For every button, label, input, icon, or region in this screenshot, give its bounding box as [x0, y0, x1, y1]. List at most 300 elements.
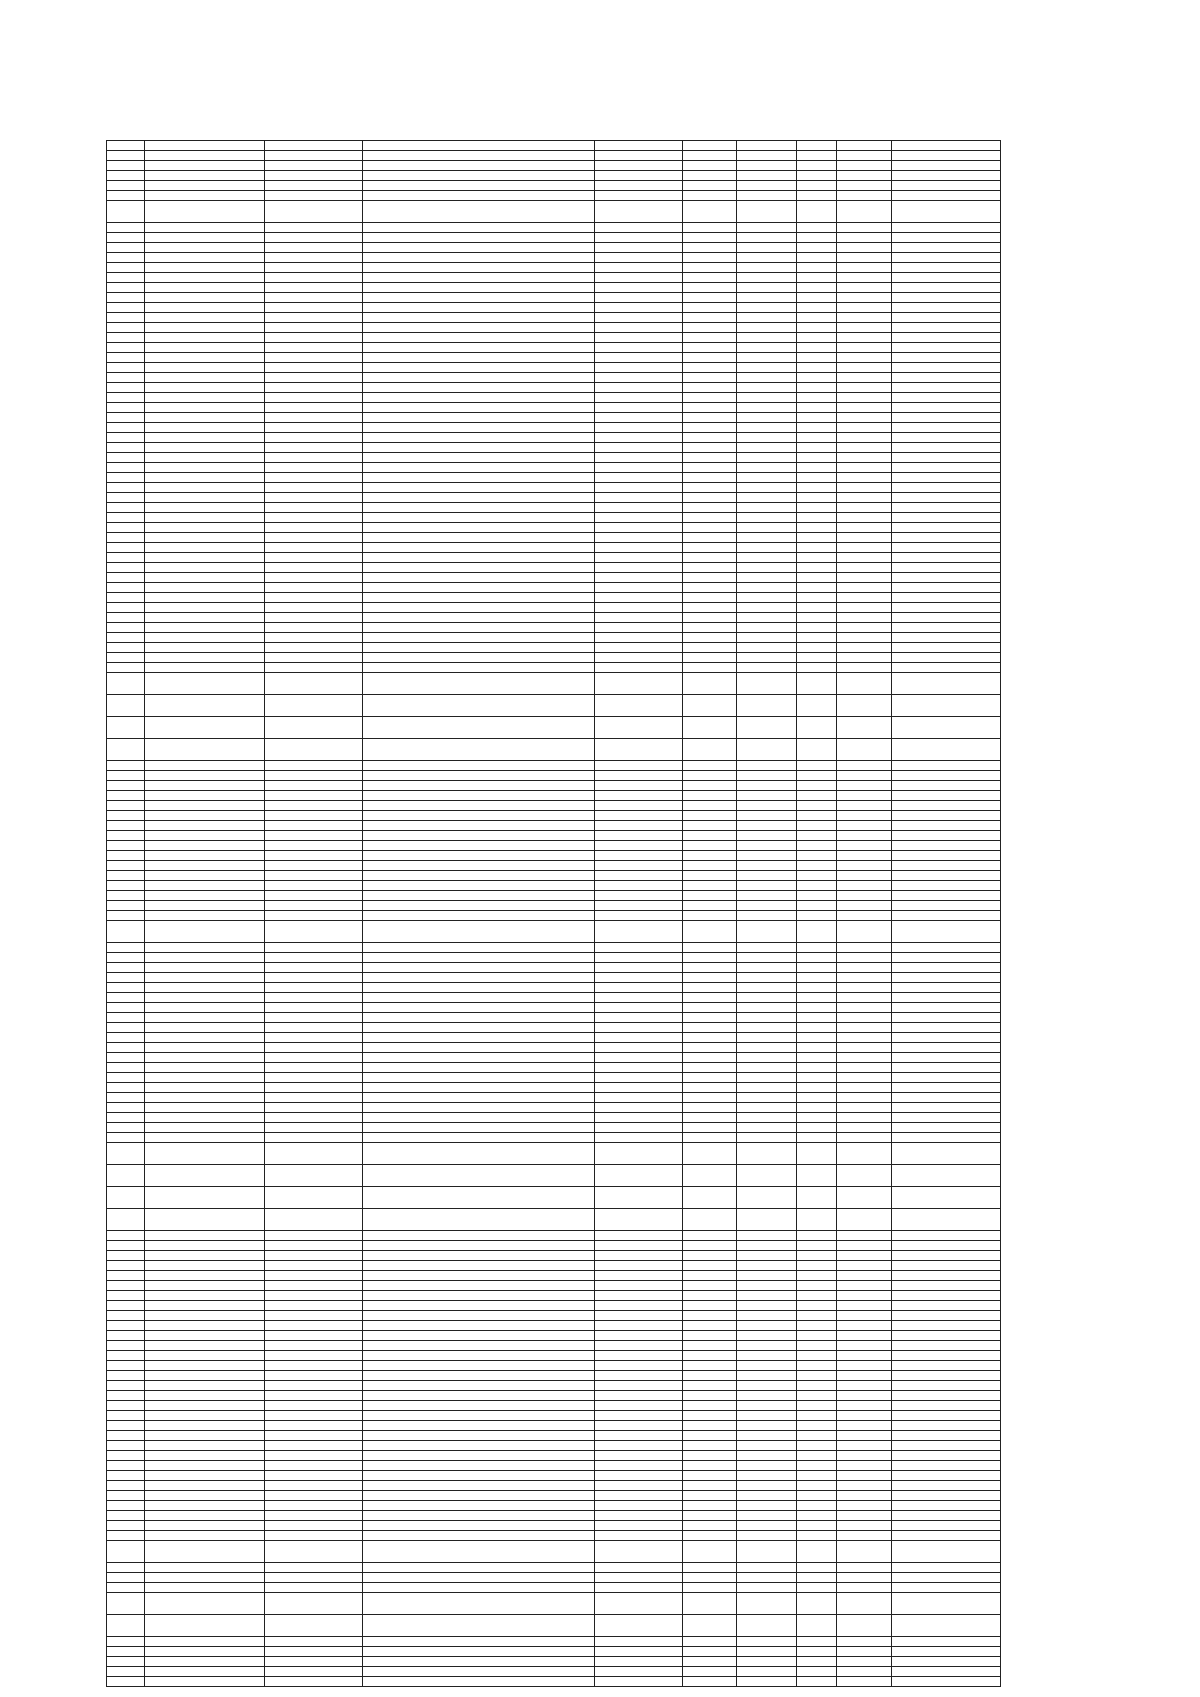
row-longitude: [737, 603, 797, 613]
row-longitude: [737, 513, 797, 523]
table-row: [107, 761, 1067, 771]
row-code: [595, 273, 683, 283]
row-volume: [797, 901, 837, 911]
table-row: [107, 841, 1067, 851]
row-count: [837, 1511, 892, 1521]
row-count: [837, 1351, 892, 1361]
table-row: [107, 1391, 1067, 1401]
row-volume: [797, 1593, 837, 1615]
row-volume: [797, 911, 837, 921]
row-number: [107, 373, 145, 383]
table-row: [107, 1291, 1067, 1301]
row-district: [145, 473, 265, 483]
row-address: [363, 1657, 595, 1667]
row-district: [145, 633, 265, 643]
row-okrug: [265, 1541, 363, 1563]
row-longitude: [737, 1291, 797, 1301]
row-district: [145, 841, 265, 851]
row-count: [837, 1133, 892, 1143]
row-number: [107, 593, 145, 603]
table-row: [107, 1461, 1067, 1471]
row-count: [837, 603, 892, 613]
row-okrug: [265, 1521, 363, 1531]
row-volume: [797, 1391, 837, 1401]
table-row: [107, 253, 1067, 263]
row-district: [145, 233, 265, 243]
row-volume: [797, 283, 837, 293]
row-number: [107, 1391, 145, 1401]
row-code: [595, 1251, 683, 1261]
row-number: [107, 633, 145, 643]
row-address: [363, 343, 595, 353]
row-count: [837, 761, 892, 771]
row-district: [145, 253, 265, 263]
row-count: [837, 1341, 892, 1351]
row-address: [363, 1391, 595, 1401]
row-latitude: [683, 1113, 737, 1123]
row-type: [892, 1501, 1001, 1511]
row-district: [145, 891, 265, 901]
row-address: [363, 871, 595, 881]
row-number: [107, 801, 145, 811]
table-row: [107, 1123, 1067, 1133]
row-volume: [797, 1063, 837, 1073]
row-okrug: [265, 1381, 363, 1391]
row-count: [837, 643, 892, 653]
table-row: [107, 363, 1067, 373]
row-volume: [797, 1291, 837, 1301]
row-count: [837, 1013, 892, 1023]
row-count: [837, 973, 892, 983]
row-number: [107, 161, 145, 171]
row-latitude: [683, 363, 737, 373]
row-address: [363, 983, 595, 993]
row-okrug: [265, 1291, 363, 1301]
row-okrug: [265, 1411, 363, 1421]
row-count: [837, 243, 892, 253]
row-longitude: [737, 851, 797, 861]
row-latitude: [683, 771, 737, 781]
row-okrug: [265, 841, 363, 851]
row-longitude: [737, 1471, 797, 1481]
row-district: [145, 1371, 265, 1381]
table-row: [107, 243, 1067, 253]
row-okrug: [265, 851, 363, 861]
row-number: [107, 273, 145, 283]
row-latitude: [683, 383, 737, 393]
row-count: [837, 443, 892, 453]
row-district: [145, 1231, 265, 1241]
row-okrug: [265, 983, 363, 993]
row-code: [595, 921, 683, 943]
row-okrug: [265, 1261, 363, 1271]
row-number: [107, 543, 145, 553]
row-longitude: [737, 781, 797, 791]
row-okrug: [265, 1371, 363, 1381]
row-code: [595, 553, 683, 563]
row-number: [107, 1573, 145, 1583]
row-code: [595, 161, 683, 171]
row-latitude: [683, 243, 737, 253]
row-count: [837, 791, 892, 801]
row-number: [107, 323, 145, 333]
row-count: [837, 993, 892, 1003]
row-district: [145, 393, 265, 403]
row-okrug: [265, 1209, 363, 1231]
row-type: [892, 593, 1001, 603]
row-okrug: [265, 1113, 363, 1123]
row-district: [145, 771, 265, 781]
row-type: [892, 1573, 1001, 1583]
row-latitude: [683, 1341, 737, 1351]
row-address: [363, 313, 595, 323]
table-row: [107, 523, 1067, 533]
row-okrug: [265, 1311, 363, 1321]
row-code: [595, 1033, 683, 1043]
row-address: [363, 1471, 595, 1481]
row-code: [595, 633, 683, 643]
row-district: [145, 191, 265, 201]
row-number: [107, 363, 145, 373]
row-address: [363, 1361, 595, 1371]
row-okrug: [265, 403, 363, 413]
row-address: [363, 1667, 595, 1677]
row-okrug: [265, 663, 363, 673]
row-district: [145, 181, 265, 191]
row-volume: [797, 333, 837, 343]
row-type: [892, 1451, 1001, 1461]
table-row: [107, 771, 1067, 781]
row-count: [837, 323, 892, 333]
row-type: [892, 613, 1001, 623]
row-number: [107, 1461, 145, 1471]
row-number: [107, 1491, 145, 1501]
row-volume: [797, 613, 837, 623]
row-type: [892, 353, 1001, 363]
row-latitude: [683, 1677, 737, 1687]
row-longitude: [737, 191, 797, 201]
row-number: [107, 1667, 145, 1677]
row-volume: [797, 393, 837, 403]
row-longitude: [737, 1381, 797, 1391]
row-volume: [797, 483, 837, 493]
row-longitude: [737, 1341, 797, 1351]
row-type: [892, 453, 1001, 463]
row-address: [363, 891, 595, 901]
row-okrug: [265, 1481, 363, 1491]
row-volume: [797, 383, 837, 393]
row-number: [107, 1133, 145, 1143]
row-address: [363, 1291, 595, 1301]
row-number: [107, 983, 145, 993]
row-number: [107, 861, 145, 871]
row-volume: [797, 1401, 837, 1411]
row-volume: [797, 1023, 837, 1033]
row-code: [595, 313, 683, 323]
row-address: [363, 181, 595, 191]
row-volume: [797, 1013, 837, 1023]
table-row: [107, 1301, 1067, 1311]
row-latitude: [683, 1187, 737, 1209]
row-latitude: [683, 1063, 737, 1073]
row-district: [145, 403, 265, 413]
row-number: [107, 643, 145, 653]
row-code: [595, 223, 683, 233]
row-longitude: [737, 1165, 797, 1187]
row-district: [145, 273, 265, 283]
row-count: [837, 1391, 892, 1401]
row-count: [837, 1143, 892, 1165]
table-row: [107, 1311, 1067, 1321]
row-district: [145, 1637, 265, 1647]
row-number: [107, 1647, 145, 1657]
row-count: [837, 1677, 892, 1687]
row-address: [363, 383, 595, 393]
row-code: [595, 233, 683, 243]
table-row: [107, 191, 1067, 201]
row-district: [145, 1271, 265, 1281]
row-count: [837, 453, 892, 463]
table-row: [107, 1647, 1067, 1657]
row-type: [892, 881, 1001, 891]
row-count: [837, 1431, 892, 1441]
row-address: [363, 1461, 595, 1471]
row-district: [145, 1291, 265, 1301]
row-latitude: [683, 1251, 737, 1261]
row-okrug: [265, 563, 363, 573]
row-latitude: [683, 1381, 737, 1391]
row-address: [363, 1113, 595, 1123]
table-row: [107, 1431, 1067, 1441]
row-type: [892, 851, 1001, 861]
row-latitude: [683, 373, 737, 383]
row-code: [595, 423, 683, 433]
row-okrug: [265, 1331, 363, 1341]
row-latitude: [683, 1083, 737, 1093]
row-count: [837, 383, 892, 393]
row-number: [107, 423, 145, 433]
row-latitude: [683, 303, 737, 313]
row-number: [107, 653, 145, 663]
row-okrug: [265, 263, 363, 273]
row-longitude: [737, 717, 797, 739]
row-type: [892, 623, 1001, 633]
row-type: [892, 1083, 1001, 1093]
row-latitude: [683, 201, 737, 223]
row-volume: [797, 1341, 837, 1351]
row-okrug: [265, 543, 363, 553]
row-type: [892, 1351, 1001, 1361]
row-count: [837, 953, 892, 963]
row-type: [892, 223, 1001, 233]
row-latitude: [683, 695, 737, 717]
row-volume: [797, 1583, 837, 1593]
row-type: [892, 1657, 1001, 1667]
row-latitude: [683, 1511, 737, 1521]
row-latitude: [683, 1143, 737, 1165]
row-type: [892, 771, 1001, 781]
row-district: [145, 263, 265, 273]
row-count: [837, 695, 892, 717]
row-code: [595, 1103, 683, 1113]
row-volume: [797, 695, 837, 717]
row-district: [145, 413, 265, 423]
row-type: [892, 573, 1001, 583]
table-row: [107, 303, 1067, 313]
row-longitude: [737, 791, 797, 801]
row-code: [595, 801, 683, 811]
row-longitude: [737, 1647, 797, 1657]
row-type: [892, 1541, 1001, 1563]
table-row: [107, 1351, 1067, 1361]
row-type: [892, 1331, 1001, 1341]
row-number: [107, 881, 145, 891]
row-district: [145, 1321, 265, 1331]
row-address: [363, 563, 595, 573]
row-address: [363, 151, 595, 161]
row-okrug: [265, 811, 363, 821]
row-code: [595, 1321, 683, 1331]
row-district: [145, 1573, 265, 1583]
row-okrug: [265, 921, 363, 943]
row-district: [145, 1441, 265, 1451]
row-code: [595, 739, 683, 761]
row-okrug: [265, 423, 363, 433]
row-longitude: [737, 623, 797, 633]
row-address: [363, 973, 595, 983]
row-volume: [797, 881, 837, 891]
row-code: [595, 483, 683, 493]
row-code: [595, 1093, 683, 1103]
row-district: [145, 811, 265, 821]
table-row: [107, 1113, 1067, 1123]
row-address: [363, 1281, 595, 1291]
row-address: [363, 881, 595, 891]
row-type: [892, 423, 1001, 433]
row-count: [837, 141, 892, 151]
row-district: [145, 1165, 265, 1187]
row-code: [595, 1023, 683, 1033]
row-okrug: [265, 523, 363, 533]
row-volume: [797, 1421, 837, 1431]
row-district: [145, 1563, 265, 1573]
row-code: [595, 613, 683, 623]
row-type: [892, 273, 1001, 283]
row-count: [837, 663, 892, 673]
row-latitude: [683, 1291, 737, 1301]
row-latitude: [683, 1321, 737, 1331]
row-type: [892, 151, 1001, 161]
row-type: [892, 1093, 1001, 1103]
row-longitude: [737, 911, 797, 921]
row-count: [837, 393, 892, 403]
row-code: [595, 1241, 683, 1251]
row-district: [145, 603, 265, 613]
row-volume: [797, 831, 837, 841]
row-okrug: [265, 1003, 363, 1013]
row-okrug: [265, 633, 363, 643]
table-row: [107, 1531, 1067, 1541]
table-row: [107, 343, 1067, 353]
row-number: [107, 453, 145, 463]
table-row: [107, 563, 1067, 573]
row-district: [145, 943, 265, 953]
row-volume: [797, 453, 837, 463]
row-district: [145, 1667, 265, 1677]
table-row: [107, 1511, 1067, 1521]
row-code: [595, 643, 683, 653]
row-volume: [797, 1573, 837, 1583]
row-count: [837, 343, 892, 353]
row-district: [145, 1143, 265, 1165]
row-address: [363, 801, 595, 811]
row-number: [107, 1431, 145, 1441]
row-okrug: [265, 1123, 363, 1133]
row-code: [595, 1073, 683, 1083]
row-volume: [797, 1133, 837, 1143]
row-count: [837, 483, 892, 493]
row-volume: [797, 263, 837, 273]
row-code: [595, 1501, 683, 1511]
row-latitude: [683, 423, 737, 433]
row-latitude: [683, 1241, 737, 1251]
row-address: [363, 293, 595, 303]
row-type: [892, 891, 1001, 901]
row-okrug: [265, 1615, 363, 1637]
row-longitude: [737, 493, 797, 503]
row-latitude: [683, 1093, 737, 1103]
row-latitude: [683, 1441, 737, 1451]
row-count: [837, 1501, 892, 1511]
row-district: [145, 573, 265, 583]
row-longitude: [737, 1501, 797, 1511]
row-latitude: [683, 761, 737, 771]
row-type: [892, 791, 1001, 801]
row-longitude: [737, 473, 797, 483]
row-latitude: [683, 1023, 737, 1033]
row-longitude: [737, 771, 797, 781]
row-number: [107, 841, 145, 851]
row-volume: [797, 543, 837, 553]
row-code: [595, 1615, 683, 1637]
row-address: [363, 1411, 595, 1421]
table-row: [107, 1583, 1067, 1593]
row-type: [892, 1013, 1001, 1023]
row-district: [145, 293, 265, 303]
row-latitude: [683, 911, 737, 921]
row-count: [837, 503, 892, 513]
row-code: [595, 1563, 683, 1573]
row-latitude: [683, 563, 737, 573]
table-row: [107, 1401, 1067, 1411]
row-volume: [797, 151, 837, 161]
row-latitude: [683, 151, 737, 161]
row-okrug: [265, 473, 363, 483]
row-code: [595, 1381, 683, 1391]
row-longitude: [737, 739, 797, 761]
row-volume: [797, 871, 837, 881]
row-volume: [797, 1053, 837, 1063]
row-latitude: [683, 1103, 737, 1113]
row-longitude: [737, 673, 797, 695]
row-number: [107, 911, 145, 921]
row-longitude: [737, 1677, 797, 1687]
row-count: [837, 739, 892, 761]
row-count: [837, 653, 892, 663]
row-address: [363, 1073, 595, 1083]
row-address: [363, 821, 595, 831]
row-longitude: [737, 161, 797, 171]
